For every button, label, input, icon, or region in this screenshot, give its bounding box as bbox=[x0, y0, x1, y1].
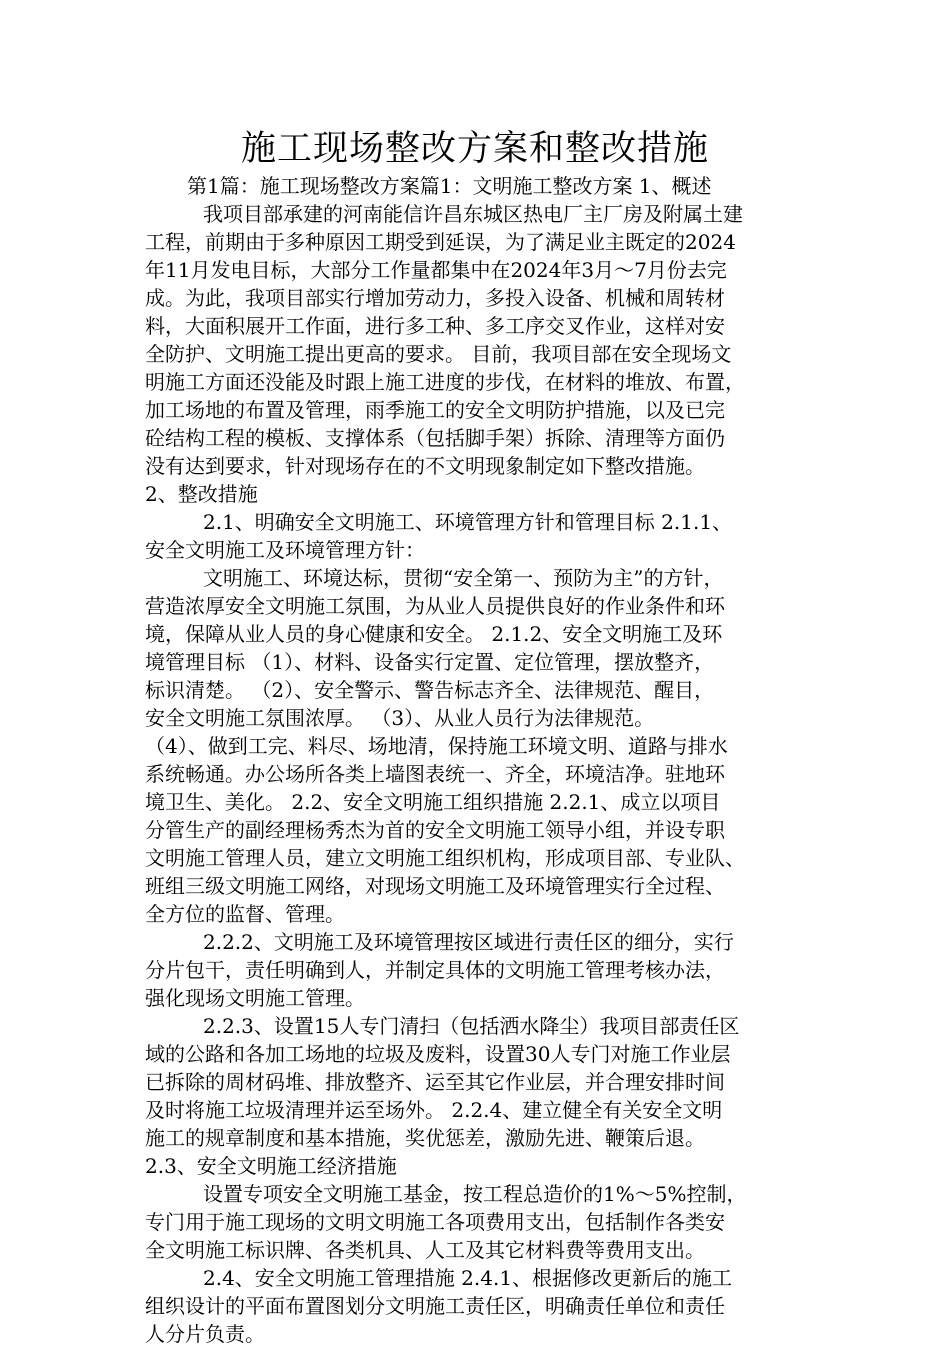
body-text-line: 全方位的监督、管理。 bbox=[145, 902, 345, 926]
body-text-line: 料，大面积展开工作面，进行多工种、多工序交叉作业，这样对安 bbox=[145, 314, 725, 338]
body-text-line: 没有达到要求，针对现场存在的不文明现象制定如下整改措施。 bbox=[145, 454, 705, 478]
body-text-line: 施工的规章制度和基本措施，奖优惩差，激励先进、鞭策后退。 bbox=[145, 1126, 705, 1150]
body-text-line: 设置专项安全文明施工基金，按工程总造价的1%～5%控制， bbox=[203, 1182, 747, 1206]
body-text-line: （4）、做到工完、料尽、场地清，保持施工环境文明、道路与排水 bbox=[145, 734, 728, 758]
document-title: 施工现场整改方案和整改措施 bbox=[240, 129, 709, 169]
body-text-line: 营造浓厚安全文明施工氛围，为从业人员提供良好的作业条件和环 bbox=[145, 594, 725, 618]
body-text-line: 加工场地的布置及管理，雨季施工的安全文明防护措施，以及已完 bbox=[145, 398, 725, 422]
body-text-line: 标识清楚。 （2）、安全警示、警告标志齐全、法律规范、醒目， bbox=[145, 678, 715, 702]
body-text-line: 文明施工管理人员，建立文明施工组织机构，形成项目部、专业队、 bbox=[145, 846, 745, 870]
body-text-line: 人分片负责。 bbox=[145, 1322, 265, 1346]
body-text-line: 域的公路和各加工场地的垃圾及废料，设置30人专门对施工作业层 bbox=[145, 1042, 731, 1066]
body-text-line: 砼结构工程的模板、支撑体系（包括脚手架）拆除、清理等方面仍 bbox=[145, 426, 725, 450]
body-text-line: 2.2.3、设置15人专门清扫（包括洒水降尘）我项目部责任区 bbox=[203, 1014, 740, 1038]
body-text-line: 全文明施工标识牌、各类机具、人工及其它材料费等费用支出。 bbox=[145, 1238, 705, 1262]
body-text-line: 工程，前期由于多种原因工期受到延误，为了满足业主既定的2024 bbox=[145, 230, 736, 254]
body-text-line: 安全文明施工氛围浓厚。 （3）、从业人员行为法律规范。 bbox=[145, 706, 655, 730]
body-text-line: 2.3、安全文明施工经济措施 bbox=[145, 1154, 397, 1178]
body-text-line: 全防护、文明施工提出更高的要求。 目前，我项目部在安全现场文 bbox=[145, 342, 732, 366]
body-text-line: 成。为此，我项目部实行增加劳动力，多投入设备、机械和周转材 bbox=[145, 286, 725, 310]
body-text-line: 境，保障从业人员的身心健康和安全。 2.1.2、安全文明施工及环 bbox=[145, 622, 723, 646]
body-text-line: 年11月发电目标，大部分工作量都集中在2024年3月～7月份去完 bbox=[145, 258, 727, 282]
body-text-line: 我项目部承建的河南能信许昌东城区热电厂主厂房及附属土建 bbox=[203, 202, 743, 226]
document-body bbox=[145, 172, 825, 1348]
body-text-line: 2.2.2、文明施工及环境管理按区域进行责任区的细分，实行 bbox=[203, 930, 734, 954]
body-text-line: 分管生产的副经理杨秀杰为首的安全文明施工领导小组，并设专职 bbox=[145, 818, 725, 842]
body-text-line: 文明施工、环境达标，贯彻“安全第一、预防为主”的方针， bbox=[203, 566, 724, 590]
body-text-line: 强化现场文明施工管理。 bbox=[145, 986, 365, 1010]
body-text-line: 2.1、明确安全文明施工、环境管理方针和管理目标 2.1.1、 bbox=[203, 510, 733, 534]
body-text-line: 及时将施工垃圾清理并运至场外。 2.2.4、建立健全有关安全文明 bbox=[145, 1098, 723, 1122]
body-text-line: 班组三级文明施工网络，对现场文明施工及环境管理实行全过程、 bbox=[145, 874, 725, 898]
body-text-line: 系统畅通。办公场所各类上墙图表统一、齐全，环境洁净。驻地环 bbox=[145, 762, 725, 786]
body-text-line: 境卫生、美化。 2.2、安全文明施工组织措施 2.2.1、成立以项目 bbox=[145, 790, 721, 814]
body-text-line: 组织设计的平面布置图划分文明施工责任区，明确责任单位和责任 bbox=[145, 1294, 725, 1318]
body-text-line: 2、整改措施 bbox=[145, 482, 258, 506]
body-text-line: 2.4、安全文明施工管理措施 2.4.1、根据修改更新后的施工 bbox=[203, 1266, 733, 1290]
body-text-line: 境管理目标 （1）、材料、设备实行定置、定位管理，摆放整齐， bbox=[145, 650, 715, 674]
body-text-line: 专门用于施工现场的文明文明施工各项费用支出，包括制作各类安 bbox=[145, 1210, 725, 1234]
body-text-line: 安全文明施工及环境管理方针： bbox=[145, 538, 425, 562]
body-text-line: 已拆除的周材码堆、排放整齐、运至其它作业层，并合理安排时间 bbox=[145, 1070, 725, 1094]
body-text-line: 第1篇：施工现场整改方案篇1：文明施工整改方案 1、概述 bbox=[187, 174, 712, 198]
body-text-line: 明施工方面还没能及时跟上施工进度的步伐，在材料的堆放、布置， bbox=[145, 370, 745, 394]
body-text-line: 分片包干，责任明确到人，并制定具体的文明施工管理考核办法， bbox=[145, 958, 725, 982]
